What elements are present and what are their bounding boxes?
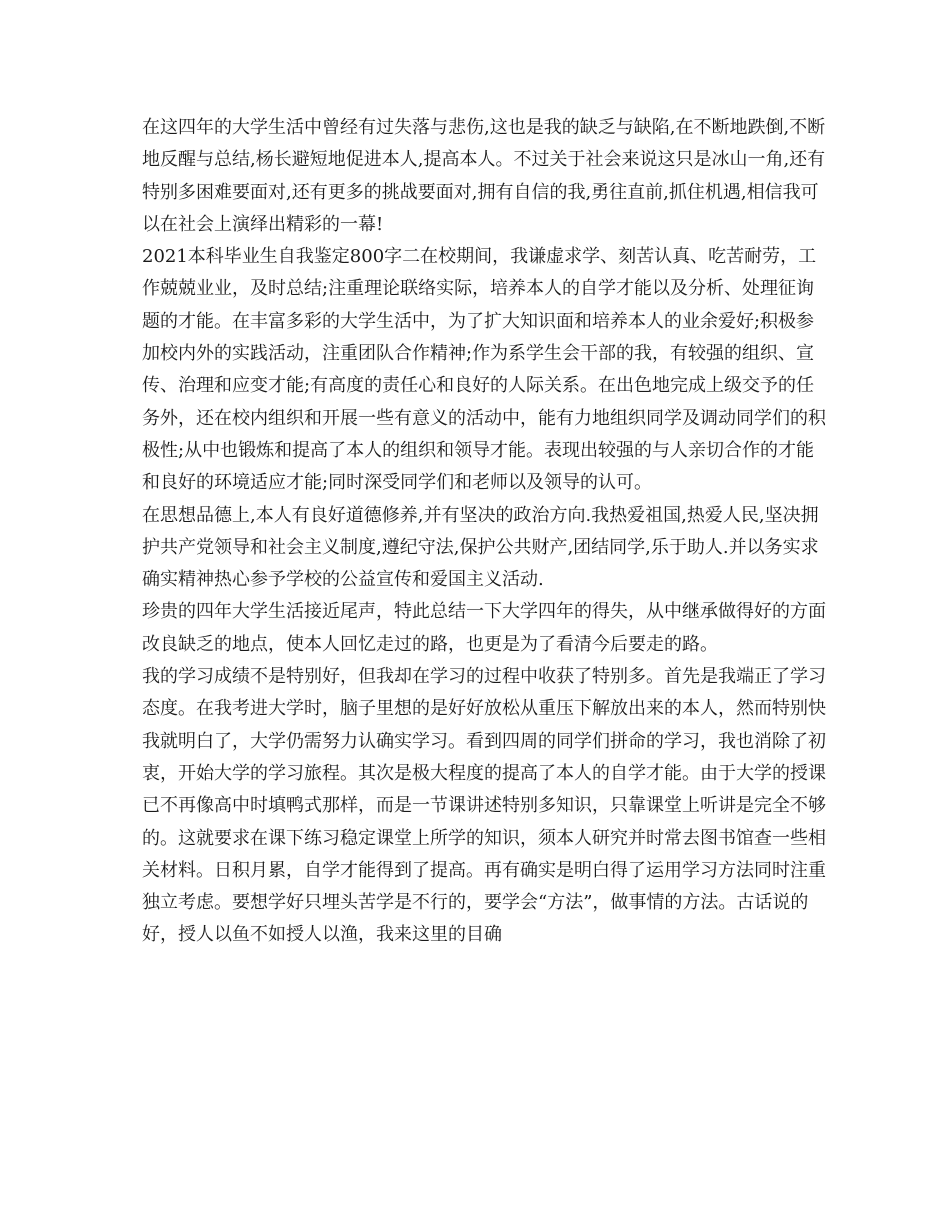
paragraph-5: 我的学习成绩不是特别好，但我却在学习的过程中收获了特别多。首先是我端正了学习态度。在我考进大学时，脑子里想的是好好放松从重压下解放出来的本人，然而特别快我就明白了，大学仍需努力认确实学习。看到四周的同学们拼命的学习，我也消除了初衷，开始大学的学习旅程。其次是极大程度的提高了本人的自学才能。由于大学的授课已不再像高中时填鸭式那样，而是一节课讲述特别多知识，只靠课堂上听讲是完全不够的。这就要求在课下练习稳定课堂上所学的知识，须本人研究并时常去图书馆查一些相关材料。日积月累，自学才能得到了提高。再有确实是明白得了运用学习方法同时注重独立考虑。要想学好只埋头苦学是不行的，要学会“方法”，做事情的方法。古话说的好，授人以鱼不如授人以渔，我来这里的目确 [142, 666, 826, 946]
paragraph-3: 在思想品德上,本人有良好道德修养,并有坚决的政治方向.我热爱祖国,热爱人民,坚决拥护共产党领导和社会主义制度,遵纪守法,保护公共财产,团结同学,乐于助人.并以务实求确实精神热心参予学校的公益宣传和爱国主义活动. [142, 504, 819, 591]
paragraph-4: 珍贵的四年大学生活接近尾声，特此总结一下大学四年的得失，从中继承做得好的方面改良缺乏的地点，使本人回忆走过的路，也更是为了看清今后要走的路。 [142, 601, 826, 655]
paragraph-1: 在这四年的大学生活中曾经有过失落与悲伤,这也是我的缺乏与缺陷,在不断地跌倒,不断地反醒与总结,杨长避短地促进本人,提高本人。不过关于社会来说这只是冰山一角,还有特别多困难要面对,还有更多的挑战要面对,拥有自信的我,勇往直前,抓住机遇,相信我可以在社会上演绎出精彩的一幕! [142, 117, 826, 235]
document-body [142, 112, 832, 952]
paragraph-2: 2021本科毕业生自我鉴定800字二在校期间，我谦虚求学、刻苦认真、吃苦耐劳，工作兢兢业业，及时总结;注重理论联络实际，培养本人的自学才能以及分析、处理征询题的才能。在丰富多彩的大学生活中，为了扩大知识面和培养本人的业余爱好;积极参加校内外的实践活动，注重团队合作精神;作为系学生会干部的我，有较强的组织、宣传、治理和应变才能;有高度的责任心和良好的人际关系。在出色地完成上级交予的任务外，还在校内组织和开展一些有意义的活动中，能有力地组织同学及调动同学们的积极性;从中也锻炼和提高了本人的组织和领导才能。表现出较强的与人亲切合作的才能和良好的环境适应才能;同时深受同学们和老师以及领导的认可。 [142, 246, 826, 494]
